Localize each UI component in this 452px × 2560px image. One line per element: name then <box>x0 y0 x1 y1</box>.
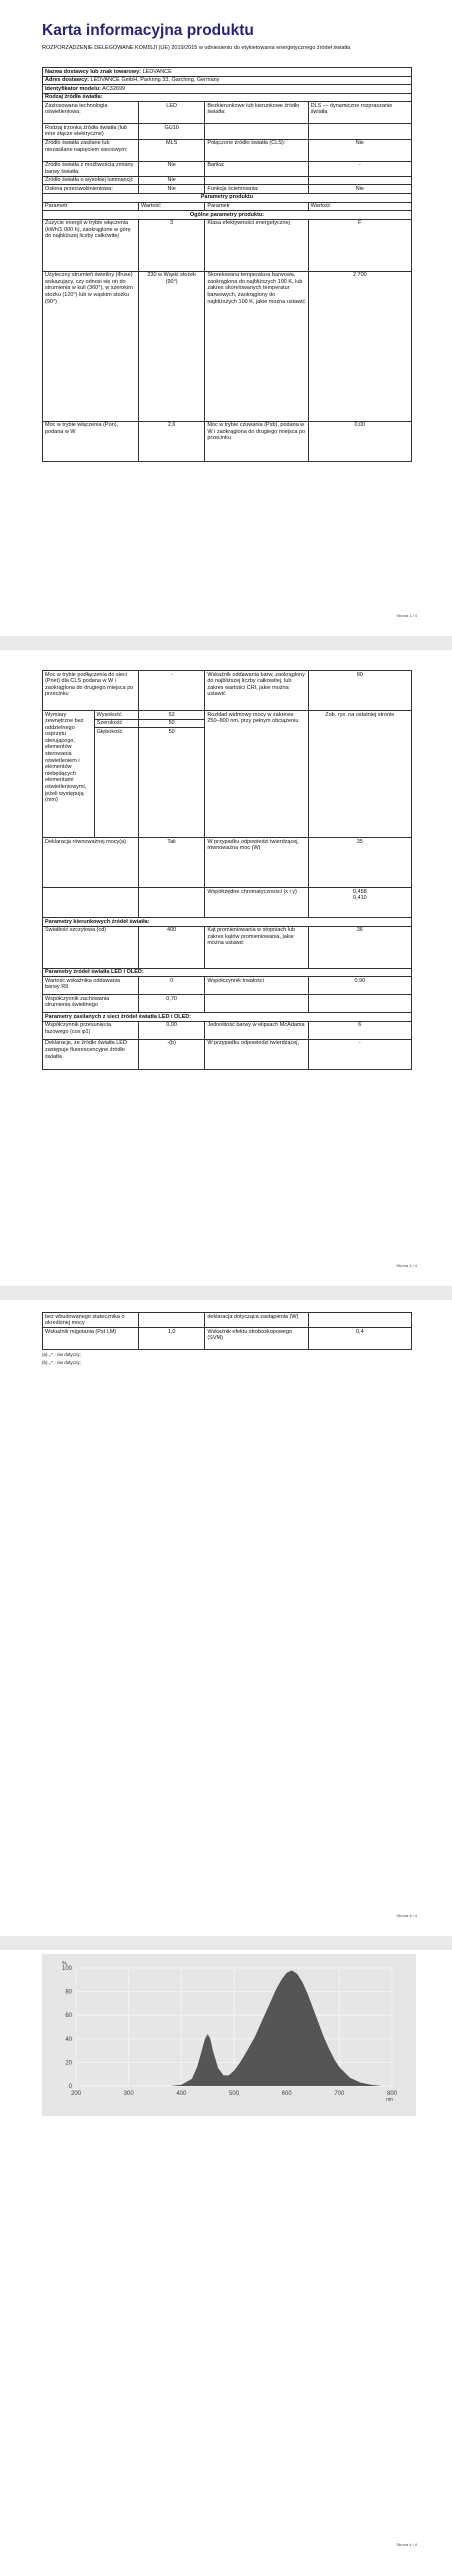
displacement-value: 0,00 <box>138 1021 204 1039</box>
flux-label: Użyteczny strumień świetlny (Φuse) wskazujący, czy odnosi się on do strumienia w kuli (360°), w szerokim stożku (120°) lub w wąskim stożku (90°) <box>43 271 139 421</box>
dimensions-label: Wymiary zewnętrzne bez oddzielnego osprzętu sterującego, elementów sterowania oświetleniem i elementów niebędących elementami oświetleniowymi, jeżeli występują (mm) <box>43 711 95 838</box>
displacement-label: Współczynnik przesunięcia fazowego (cos φ1) <box>43 1021 139 1039</box>
peak-intensity-label: Światłość szczytowa (cd) <box>43 926 139 968</box>
height-value: 52 <box>138 711 204 720</box>
width-value: 50 <box>138 719 204 728</box>
y-tick-label: 80 <box>65 1989 72 1996</box>
x-tick-label: 200 <box>70 2091 82 2097</box>
fluorescent-watt-label: W przypadku odpowiedzi twierdzącej, <box>205 1039 308 1069</box>
energy-value: 3 <box>138 219 204 271</box>
model-label: Identyfikator modelu: <box>45 85 101 92</box>
chroma-y: 0,410 <box>352 895 367 902</box>
macadam-label: Jednolitość barwy w elipsach McAdama <box>205 1021 308 1039</box>
envelope-value: - <box>308 161 411 176</box>
shield-label: Osłona przeciwolśnieniowa: <box>43 185 139 194</box>
x-tick-label: 300 <box>123 2091 134 2097</box>
connected-value: Nie <box>308 139 411 161</box>
spectral-value: Zob. rys. na ostatniej stronie <box>308 711 411 838</box>
lumen-maint-label: Współczynnik zachowania strumienia świetlnego <box>43 995 139 1013</box>
section-led-oled: Parametry źródeł światła LED i OLED: <box>43 968 412 977</box>
nondirectional-label: Bezkierunkowe lub kierunkowe źródło światła: <box>205 102 308 124</box>
supplier-label: Nazwa dostawcy lub znak towarowy: <box>45 68 141 75</box>
fluorescent-value: -(b) <box>138 1039 204 1069</box>
section-params: Parametry produktu <box>43 193 412 202</box>
dimmable-label: Funkcja ściemniania: <box>205 185 308 194</box>
beam-angle-label: Kąt promieniowania w stopniach lub zakres kątów promieniowania, jakie można ustawić <box>205 926 308 968</box>
width-label: Szerokość <box>94 719 138 728</box>
y-tick-label: 60 <box>65 2013 72 2020</box>
section-light-source-type: Rodzaj źródła światła: <box>43 93 412 102</box>
dimmable-value: Nie <box>308 185 411 194</box>
high-lum-label: Źródło światła o wysokiej luminancji: <box>43 176 139 185</box>
equiv-watt-value: 35 <box>308 838 411 888</box>
spectrum-chart <box>42 1954 416 2116</box>
net-standby-value: - <box>138 671 204 711</box>
equiv-watt-label: W przypadku odpowiedzi twierdzącej, równoważna moc (W) <box>205 838 308 888</box>
height-label: Wysokość <box>94 711 138 720</box>
section-general: Ogólne parametry produktu: <box>43 211 412 220</box>
y-axis-label: % <box>62 1961 67 1967</box>
flicker-label: Wskaźnik migotania (Pst LM) <box>43 1328 139 1350</box>
section-mains: Parametry zasilanych z sieci źródeł światła LED i OLED: <box>43 1013 412 1022</box>
x-tick-label: 800 <box>386 2091 398 2097</box>
cap-value: GU10 <box>138 124 204 139</box>
mains-value: MLS <box>138 139 204 161</box>
product-info-table <box>42 67 412 462</box>
on-power-value: 2,6 <box>138 421 204 461</box>
page-number: Strona 3 / 4 <box>396 1913 417 1918</box>
high-lum-value: Nie <box>138 176 204 185</box>
chroma-label: Współrzędne chromatyczności (x i y) <box>205 888 308 918</box>
nondirectional-value: DLS — dynamiczne rozpraszanie światła <box>308 102 411 124</box>
beam-angle-value: 36 <box>308 926 411 968</box>
cct-value: 2 700 <box>308 271 411 421</box>
standby-power-value: 0,00 <box>308 421 411 461</box>
x-tick-label: 500 <box>228 2091 240 2097</box>
x-tick-label: 700 <box>334 2091 345 2097</box>
x-axis-label: nm <box>386 2097 393 2103</box>
page-number: Strona 1 / 4 <box>396 613 417 618</box>
product-info-table-continued <box>42 670 412 1070</box>
y-tick-label: 100 <box>61 1966 72 1972</box>
cct-label: Skorelowana temperatura barwowa, zaokrąglona do najbliższych 100 K, lub zakres skorelowanych temperatur barwowych, zaokrąglony do najbliższych 100 K, jakie można ustawić <box>205 271 308 421</box>
net-standby-label: Moc w trybie podłączenia do sieci (Pnet) dla CLS podana w W i zaokrąglona do drugiego miejsca po przecinku <box>43 671 139 711</box>
address-label: Adres dostawcy: <box>45 77 90 84</box>
r9-label: Wartość wskaźnika oddawania barwy R9 <box>43 977 139 995</box>
model-value: AC32699 <box>102 85 126 92</box>
efficiency-class-value: F <box>308 219 411 271</box>
equiv-power-label: Deklaracja równoważnej mocy(a) <box>43 838 139 888</box>
fluorescent-label: Deklaracje, że źródło światła LED zastępuje fluorescencyjne źródło światła <box>43 1039 139 1069</box>
envelope-label: Bańka: <box>205 161 308 176</box>
energy-label: Zużycie energii w trybie włączenia (kWh/1 000 h), zaokrąglone w górę do najbliższej liczby całkowitej <box>43 219 139 271</box>
page-2 <box>0 650 452 1286</box>
stroboscopic-value: 0,4 <box>308 1328 411 1350</box>
col-param-2: Parametr <box>205 202 308 211</box>
technology-value: LED <box>138 102 204 124</box>
footnote-b: (b) „-” : nie dotyczy; <box>42 1360 81 1365</box>
on-power-label: Moc w trybie włączenia (Pon), podana w W <box>43 421 139 461</box>
technology-label: Zastosowana technologia oświetleniowa: <box>43 102 139 124</box>
cap-label: Rodzaj trzonka źródła światła (lub inne złącze elektryczne) <box>43 124 139 139</box>
product-info-table-end <box>42 1312 412 1350</box>
col-value: Wartość <box>138 202 204 211</box>
y-tick-label: 0 <box>68 2084 72 2090</box>
efficiency-class-label: Klasa efektywności energetycznej <box>205 219 308 271</box>
page-1 <box>0 0 452 636</box>
chroma-x: 0,458 <box>352 888 367 895</box>
col-value-2: Wartość <box>308 202 411 211</box>
cri-label: Wskaźnik oddawania barw, zaokrąglony do najbliższej liczby całkowitej, lub zakres wartości CRI, jakie można ustawić <box>205 671 308 711</box>
lumen-maint-value: 0,70 <box>138 995 204 1013</box>
tunable-value: Nie <box>138 161 204 176</box>
equiv-power-value: Tak <box>138 838 204 888</box>
ballast-label: bez wbudowanego statecznika o określonej mocy <box>43 1313 139 1328</box>
footnote-a: (a) „-” : nie dotyczy; <box>42 1352 81 1357</box>
section-directional: Parametry kierunkowych źródeł światła: <box>43 918 412 927</box>
replacement-value <box>308 1313 411 1328</box>
page-number: Strona 4 / 4 <box>396 2542 417 2547</box>
connected-label: Połączone źródło światła (CLS): <box>205 139 308 161</box>
supplier-value: LEDVANCE <box>142 68 172 75</box>
col-param: Parametr <box>43 202 139 211</box>
page-4 <box>0 1950 452 2560</box>
survival-value: 0,90 <box>308 977 411 995</box>
page-3 <box>0 1300 452 1936</box>
x-tick-label: 600 <box>281 2091 292 2097</box>
r9-value: 0 <box>138 977 204 995</box>
shield-value: Nie <box>138 185 204 194</box>
macadam-value: 6 <box>308 1021 411 1039</box>
ballast-value <box>138 1313 204 1328</box>
tunable-label: Źródło światła z możliwością zmiany barwy światła: <box>43 161 139 176</box>
x-tick-label: 400 <box>176 2091 187 2097</box>
depth-label: Głębokość <box>94 728 138 838</box>
mains-label: Źródło światła zasilane lub niezasilane napięciem sieciowym: <box>43 139 139 161</box>
regulation-text: ROZPORZĄDZENIE DELEGOWANE KOMISJI (UE) 2019/2015 w odniesieniu do etykietowania energetycznego źródeł światła <box>42 45 351 51</box>
cri-value: 80 <box>308 671 411 711</box>
spectral-label: Rozkład widmowy mocy w zakresie 250–800 nm, przy pełnym obciążeniu <box>205 711 308 838</box>
survival-label: Współczynnik trwałości <box>205 977 308 995</box>
y-tick-label: 20 <box>65 2060 72 2067</box>
page-title: Karta informacyjna produktu <box>42 22 254 39</box>
flicker-value: 1,0 <box>138 1328 204 1350</box>
y-tick-label: 40 <box>65 2036 72 2043</box>
replacement-label: deklaracja dotycząca zastąpienia (W) <box>205 1313 308 1328</box>
peak-intensity-value: 400 <box>138 926 204 968</box>
stroboscopic-label: Wskaźnik efektu stroboskopowego (SVM) <box>205 1328 308 1350</box>
flux-value: 230 w Wąski stożek (90°) <box>138 271 204 421</box>
fluorescent-watt-value: - <box>308 1039 411 1069</box>
standby-power-label: Moc w trybie czuwania (Psb), podana w W i zaokrąglona do drugiego miejsca po przecinku <box>205 421 308 461</box>
depth-value: 50 <box>138 728 204 838</box>
address-value: LEDVANCE GmbH, Parkring 33, Garching, Germany <box>90 77 220 84</box>
page-number: Strona 2 / 4 <box>396 1263 417 1268</box>
